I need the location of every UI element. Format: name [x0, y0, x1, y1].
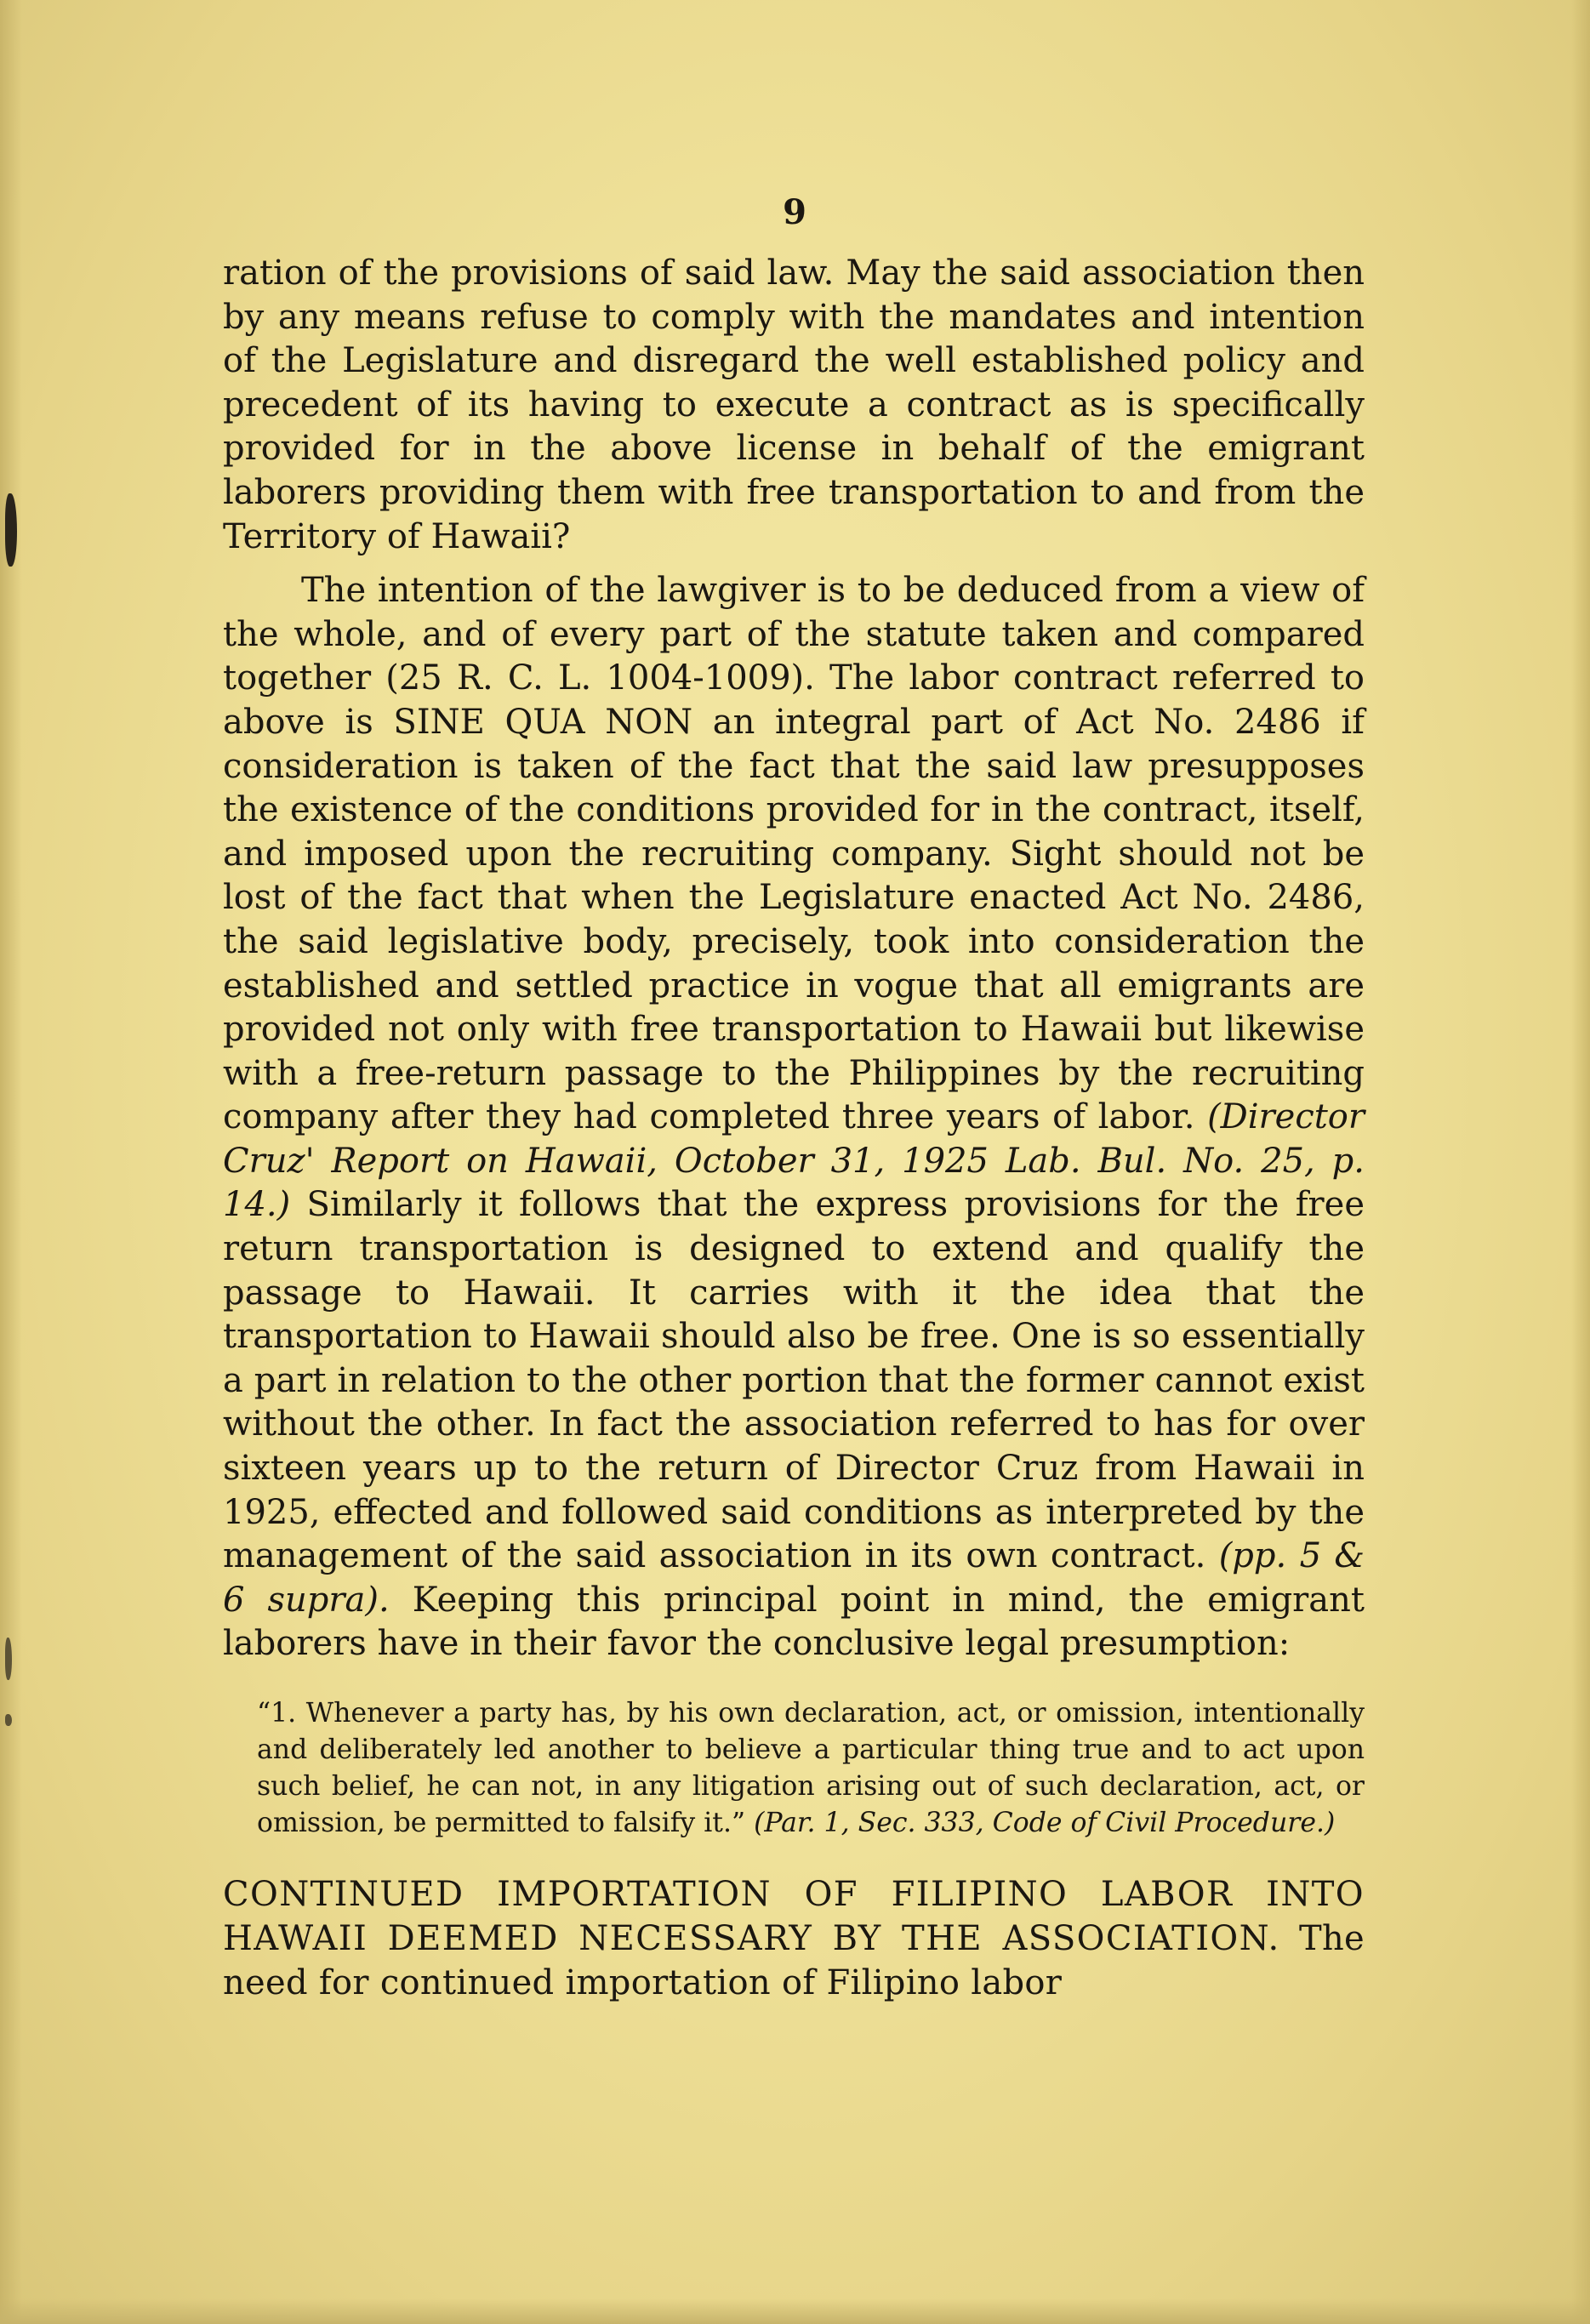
block-quote — [223, 1695, 1365, 1842]
section-paragraph — [223, 1872, 1365, 2005]
paragraph-text: The intention of the lawgiver is to be deduced from a view of the whole, and of every part of the statute taken and compared together (25 R. C. L. 1004-1009). The labor contract referred to above is SINE QUA NON an integral part of Act No. 2486 if consideration is taken of the fact that the said law presupposes the existence of the conditions provided for in the contract, itself, and imposed upon the recruiting company. Sight should not be lost of the fact that when the Legislature enacted Act No. 2486, the said legislative body, precisely, took into consideration the established and settled practice in vogue that all emigrants are provided not only with free transportation to Hawaii but likewise with a free-return passage to the Philippines by the recruiting company after they had completed three years of labor. — [223, 571, 1365, 1137]
binding-mark — [5, 1638, 12, 1680]
page-edge-left — [0, 0, 22, 2324]
binding-mark — [5, 493, 17, 567]
body-paragraph — [223, 569, 1365, 1666]
binding-mark — [5, 1714, 12, 1726]
page-edge-right — [1571, 0, 1590, 2324]
section-heading: CONTINUED IMPORTATION OF FILIPINO LABOR INTO HAWAII DEEMED NECESSARY BY THE ASSOCIATION. — [223, 1875, 1365, 1958]
citation: (pp. 5 & 6 supra). — [223, 1536, 1365, 1620]
body-paragraph: ration of the provisions of said law. May the said association then by any means refuse to comply with the mandates and intention of the Legislature and disregard the well established policy and precedent of its having to execute a contract as is specifically provided for in the above license in behalf of the emigrant laborers providing them with free transportation to and from the Territory of Hawaii? — [223, 253, 1365, 556]
citation: (Director Cruz' Report on Hawaii, October 31, 1925 Lab. Bul. No. 25, p. 14.) — [223, 1097, 1365, 1225]
quote-text: “1. Whenever a party has, by his own declaration, act, or omission, intentionally and deliberately led another to believe a particular thing true and to act upon such belief, he can not, in any litigation arising out of such declaration, act, or omission, be permitted to falsify it.” — [257, 1698, 1365, 1838]
quote-citation: (Par. 1, Sec. 333, Code of Civil Procedure.) — [754, 1808, 1336, 1838]
page-edge-bottom — [0, 2298, 1590, 2324]
page-number: 9 — [783, 192, 807, 232]
paragraph-text: Keeping this principal point in mind, the emigrant laborers have in their favor the conclusive legal presumption: — [223, 1580, 1365, 1664]
page-body — [223, 252, 1365, 2005]
paragraph-text: The need for continued importation of Filipino labor — [223, 1919, 1365, 2002]
paragraph-text: Similarly it follows that the express provisions for the free return transportation is designed to extend and qualify the passage to Hawaii. It carries with it the idea that the transportation to Hawaii should also be free. One is so essentially a part in relation to the other portion that the former cannot exist without the other. In fact the association referred to has for over sixteen years up to the return of Director Cruz from Hawaii in 1925, effected and followed said conditions as interpreted by the management of the said association in its own contract. — [223, 1185, 1365, 1576]
